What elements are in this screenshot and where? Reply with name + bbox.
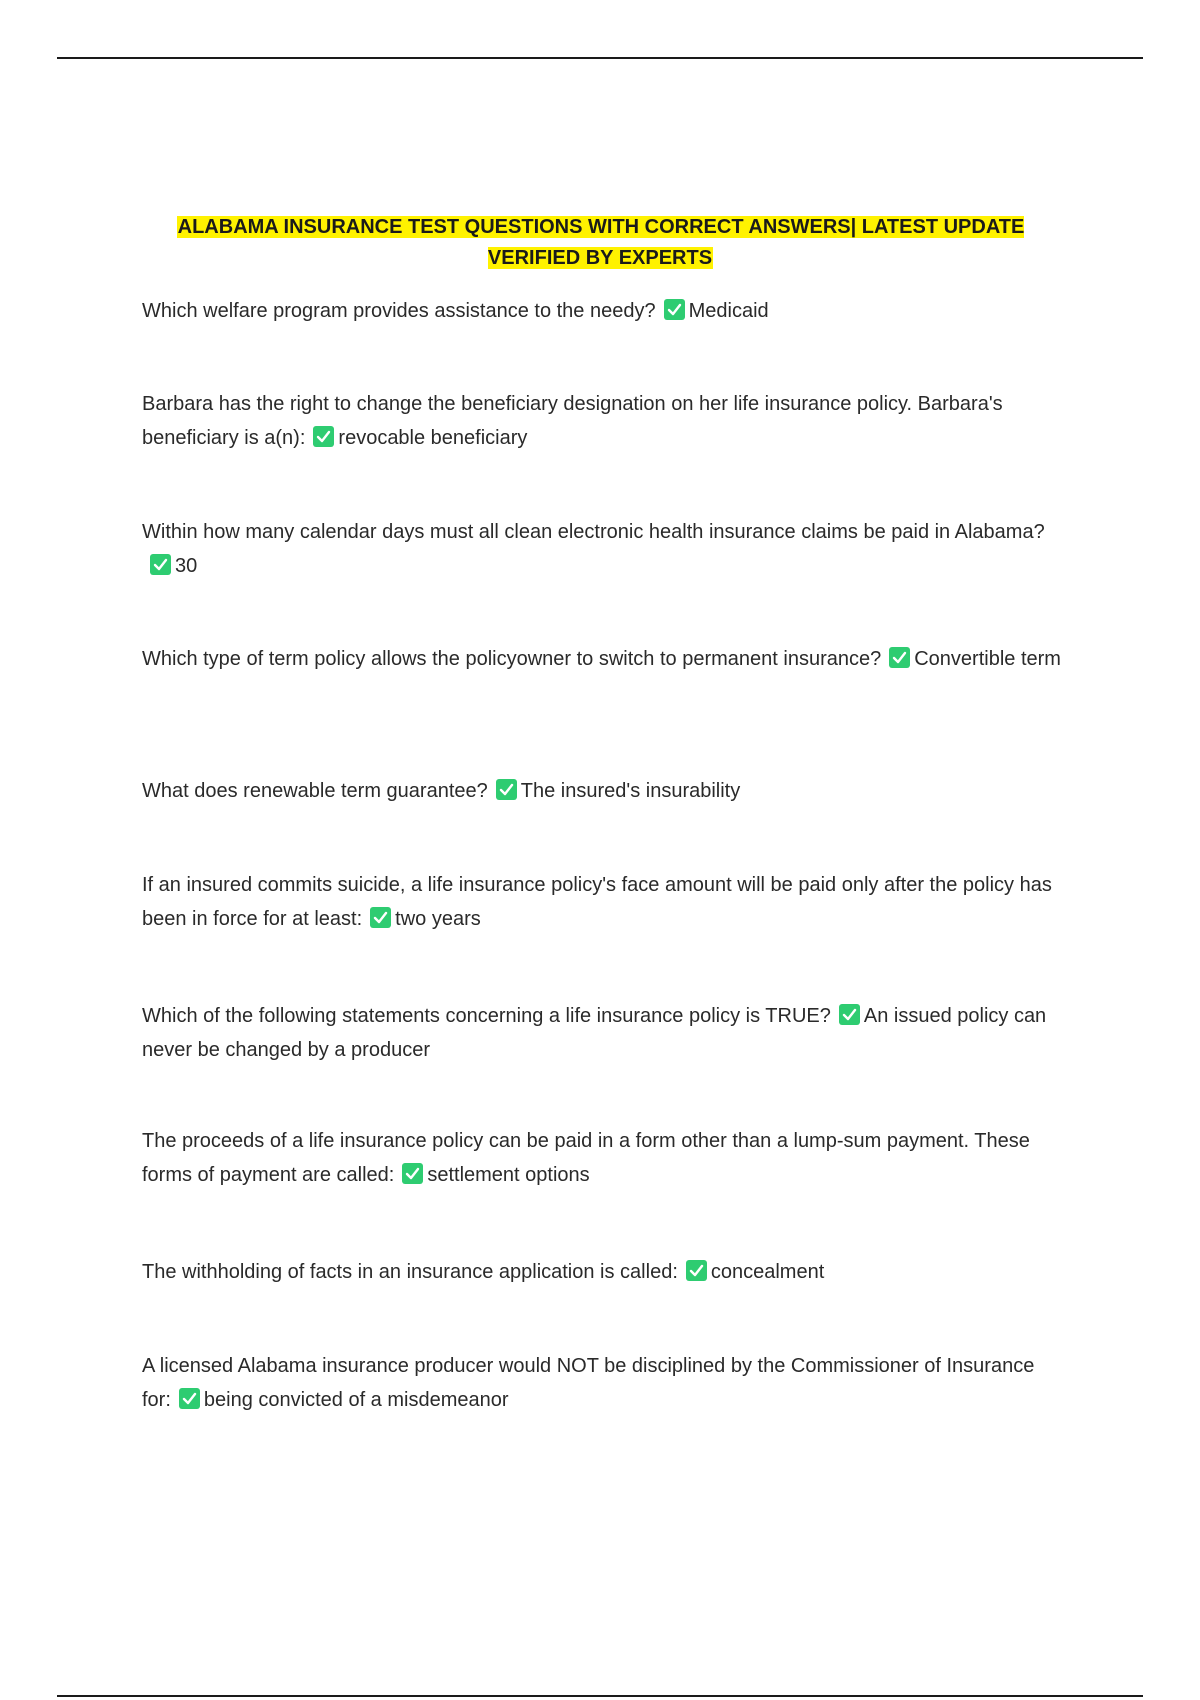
question-text: Which type of term policy allows the policyowner to switch to permanent insurance? [142,648,882,670]
qa-item [142,515,1062,583]
check-icon [402,1163,423,1184]
document-title [142,212,1059,274]
answer-text: 30 [175,555,198,577]
question-text: Which welfare program provides assistance to the needy? [142,300,656,322]
qa-item [142,999,1062,1067]
question-text: Barbara has the right to change the beneficiary designation on her life insurance policy. Barbara's beneficiary is a(n): [142,393,1003,449]
check-icon [496,779,517,800]
answer-text: The insured's insurability [520,780,741,802]
answer-text: An issued policy can never be changed by a producer [142,1005,1047,1061]
question-text: The withholding of facts in an insurance application is called: [142,1261,678,1283]
answer-text: settlement options [427,1164,590,1186]
qa-item [142,868,1062,936]
check-icon [150,554,171,575]
qa-item [142,387,1062,455]
check-icon [179,1388,200,1409]
qa-item [142,1255,1062,1289]
check-icon [839,1004,860,1025]
answer-text: Convertible term [914,648,1061,670]
qa-item [142,774,1062,808]
question-text: Within how many calendar days must all clean electronic health insurance claims be paid in Alabama? [142,521,1045,543]
document-title-text: ALABAMA INSURANCE TEST QUESTIONS WITH CORRECT ANSWERS| LATEST UPDATE VERIFIED BY EXPERTS [177,216,1025,269]
qa-item [142,642,1062,676]
question-text: A licensed Alabama insurance producer would NOT be disciplined by the Commissioner of Insurance for: [142,1355,1035,1411]
answer-text: revocable beneficiary [338,427,528,449]
answer-text: two years [395,908,481,930]
check-icon [889,647,910,668]
bottom-rule [57,1695,1143,1697]
qa-item [142,294,1062,328]
question-text: The proceeds of a life insurance policy can be paid in a form other than a lump-sum payment. These forms of payment are called: [142,1130,1030,1186]
check-icon [370,907,391,928]
question-text: What does renewable term guarantee? [142,780,488,802]
qa-item [142,1349,1062,1417]
check-icon [686,1260,707,1281]
answer-text: being convicted of a misdemeanor [203,1389,509,1411]
top-rule [57,57,1143,59]
answer-text: concealment [710,1261,825,1283]
answer-text: Medicaid [688,300,769,322]
qa-item [142,1124,1062,1192]
question-text: If an insured commits suicide, a life insurance policy's face amount will be paid only after the policy has been in force for at least: [142,874,1052,930]
check-icon [313,426,334,447]
question-text: Which of the following statements concerning a life insurance policy is TRUE? [142,1005,831,1027]
check-icon [664,299,685,320]
